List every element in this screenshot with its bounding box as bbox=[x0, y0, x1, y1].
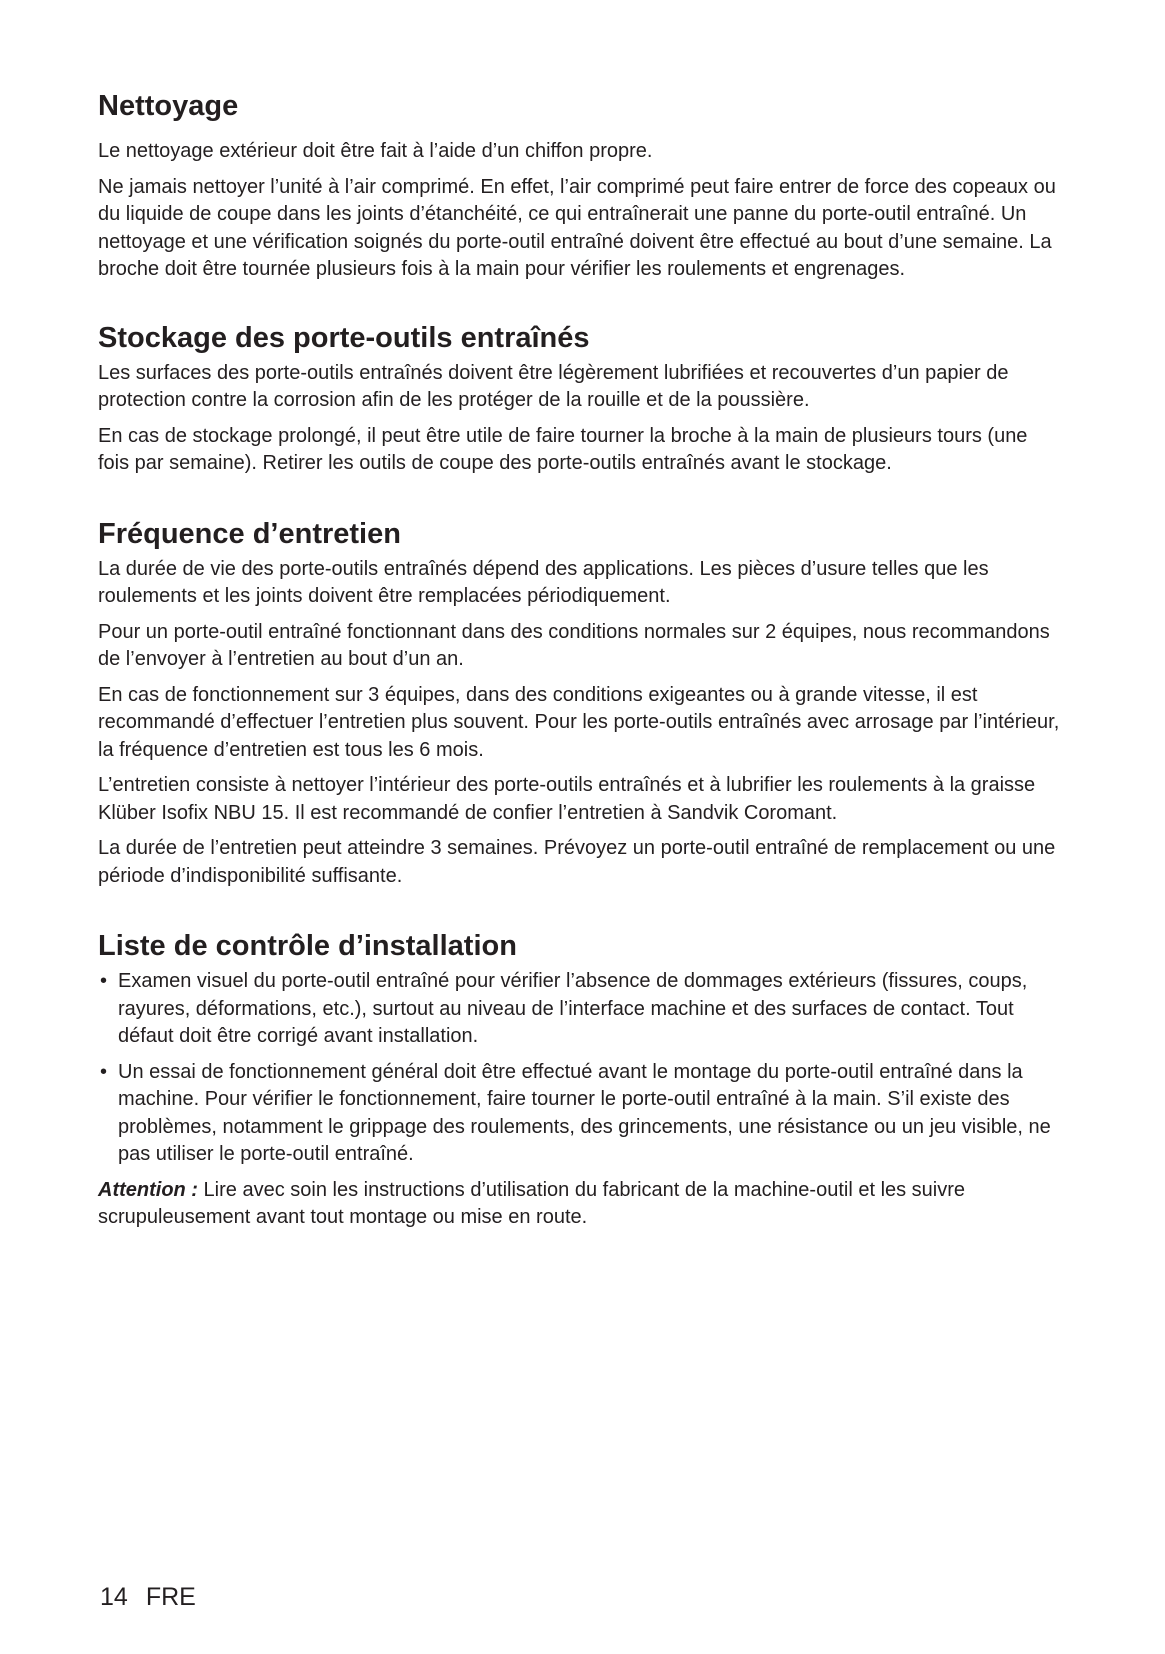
paragraph: La durée de l’entretien peut atteindre 3 semaines. Prévoyez un porte-outil entraîné de remplacement ou une période d’indisponibilité suffisante. bbox=[98, 837, 1056, 887]
bullet-icon: • bbox=[100, 1060, 108, 1083]
checklist bbox=[98, 968, 1064, 1169]
section-liste bbox=[98, 928, 1064, 1232]
paragraph: En cas de stockage prolongé, il peut être utile de faire tourner la broche à la main de plusieurs tours (une fois par semaine). Retirer les outils de coupe des porte-outils entraînés avant le stockage. bbox=[98, 424, 1028, 474]
paragraph: Les surfaces des porte-outils entraînés doivent être légèrement lubrifiées et recouvertes d’un papier de protection contre la corrosion afin de les protéger de la rouille et de la poussière. bbox=[98, 361, 1009, 411]
heading-stockage: Stockage des porte-outils entraînés bbox=[98, 321, 590, 354]
list-item bbox=[98, 968, 1064, 1051]
list-item-text: Examen visuel du porte-outil entraîné pour vérifier l’absence de dommages extérieurs (fissures, coups, rayures, déformations, etc.), surtout au niveau de l’interface machine et des surfaces de contact. Tout défaut doit être corrigé avant installation. bbox=[118, 970, 1028, 1047]
list-item bbox=[98, 1059, 1064, 1169]
page-number: 14 bbox=[100, 1583, 128, 1611]
attention-note bbox=[98, 1177, 1064, 1232]
attention-text: Lire avec soin les instructions d’utilisation du fabricant de la machine-outil et les suivre scrupuleusement avant tout montage ou mise en route. bbox=[98, 1178, 966, 1228]
paragraph: Ne jamais nettoyer l’unité à l’air comprimé. En effet, l’air comprimé peut faire entrer de force des copeaux ou du liquide de coupe dans les joints d’étanchéité, ce qui entraînerait une panne du porte-outil entraîné. Un nettoyage et une vérification soignés du porte-outil entraîné doivent être effectué au bout d’une semaine. La broche doit être tournée plusieurs fois à la main pour vérifier les roulements et engrenages. bbox=[98, 175, 1056, 280]
paragraph: En cas de fonctionnement sur 3 équipes, dans des conditions exigeantes ou à grande vitesse, il est recommandé d’effectuer l’entretien plus souvent. Pour les porte-outils entraînés avec arrosage par l’intérieur, la fréquence d’entretien est tous les 6 mois. bbox=[98, 683, 1060, 761]
page-footer bbox=[100, 1582, 196, 1612]
paragraph: Pour un porte-outil entraîné fonctionnant dans des conditions normales sur 2 équipes, nous recommandons de l’envoyer à l’entretien au bout d’un an. bbox=[98, 620, 1050, 670]
attention-label: Attention : bbox=[98, 1178, 198, 1201]
heading-liste: Liste de contrôle d’installation bbox=[98, 930, 517, 962]
section-frequence bbox=[98, 516, 1064, 891]
document-page bbox=[98, 88, 1064, 1240]
section-nettoyage bbox=[98, 88, 1064, 284]
list-item-text: Un essai de fonctionnement général doit être effectué avant le montage du porte-outil entraîné dans la machine. Pour vérifier le fonctionnement, faire tourner le porte-outil entraîné à la main. S’il existe des problèmes, notamment le grippage des roulements, des grincements, une résistance ou un jeu visible, ne pas utiliser le porte-outil entraîné. bbox=[118, 1060, 1051, 1165]
bullet-icon: • bbox=[100, 970, 108, 992]
paragraph: La durée de vie des porte-outils entraînés dépend des applications. Les pièces d’usure telles que les roulements et les joints doivent être remplacées périodiquement. bbox=[98, 557, 989, 607]
language-code: FRE bbox=[145, 1583, 196, 1611]
heading-nettoyage: Nettoyage bbox=[98, 90, 239, 122]
heading-frequence: Fréquence d’entretien bbox=[98, 517, 401, 550]
paragraph: Le nettoyage extérieur doit être fait à l’aide d’un chiffon propre. bbox=[98, 140, 653, 162]
section-stockage bbox=[98, 320, 1064, 478]
paragraph: L’entretien consiste à nettoyer l’intérieur des porte-outils entraînés et à lubrifier les roulements à la graisse Klüber Isofix NBU 15. Il est recommandé de confier l’entretien à Sandvik Coromant. bbox=[98, 774, 1036, 824]
